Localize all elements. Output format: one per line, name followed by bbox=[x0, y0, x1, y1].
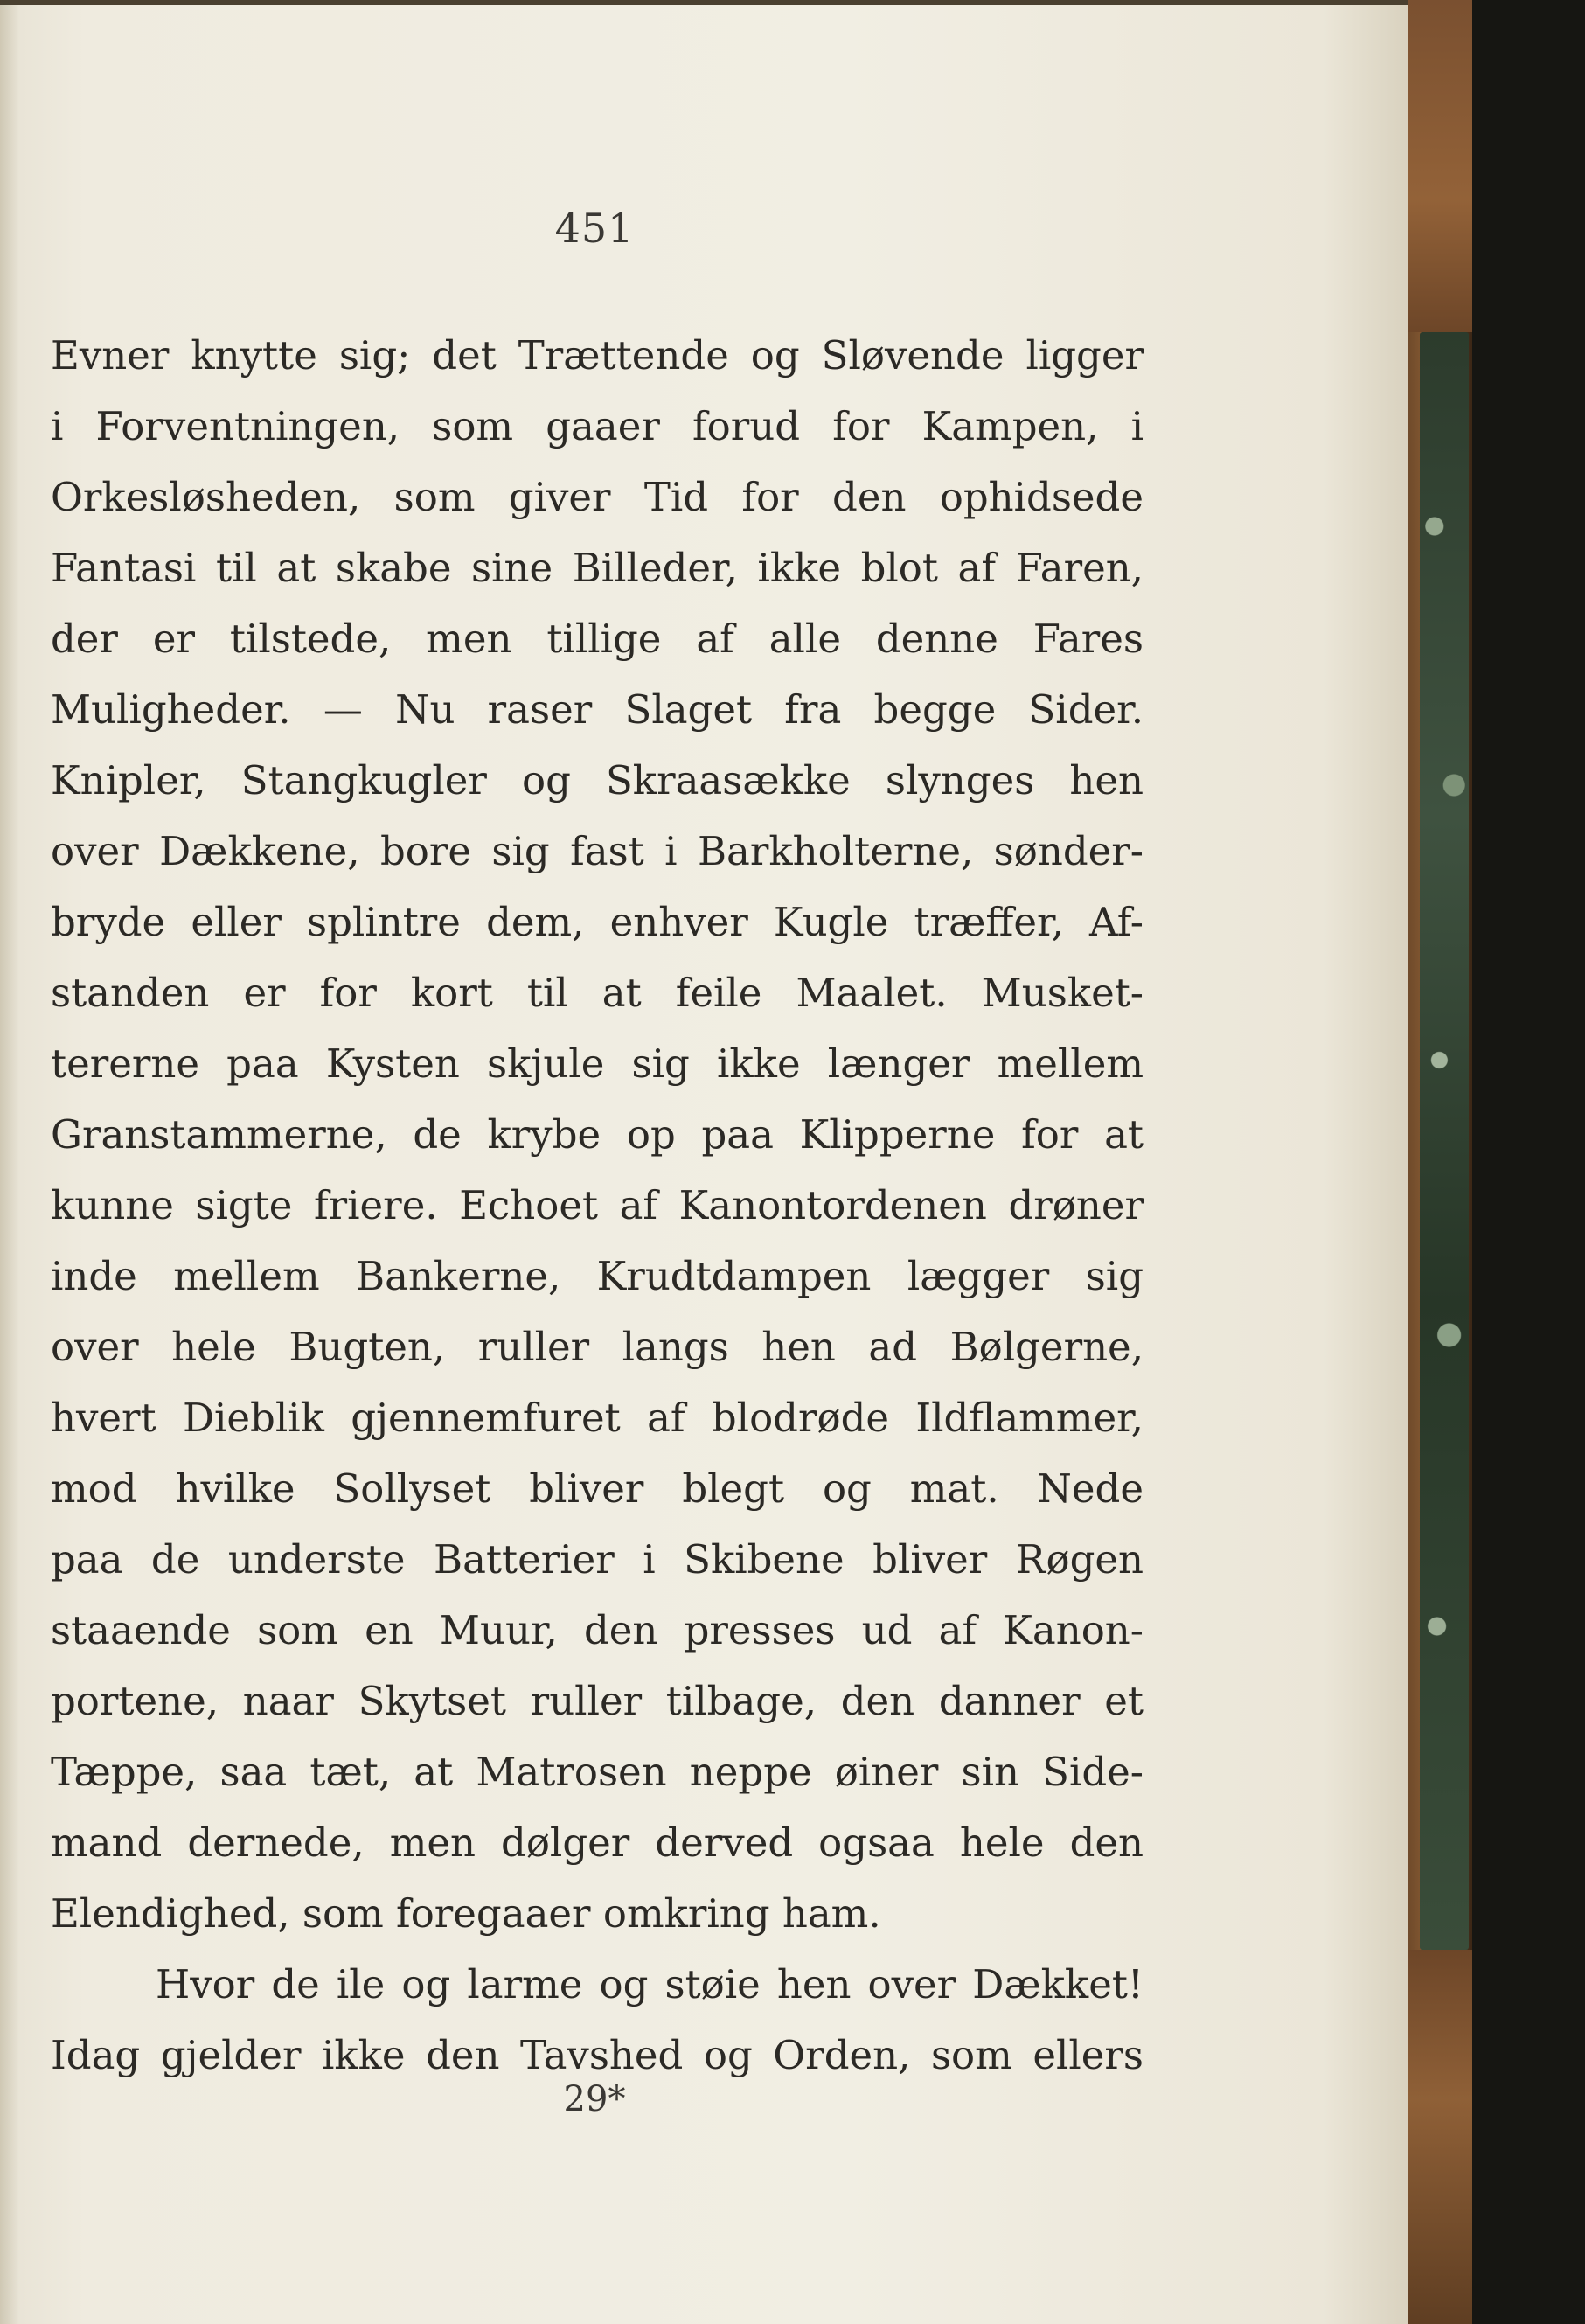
page-gutter-shadow bbox=[0, 5, 19, 2324]
leather-corner-top bbox=[1408, 0, 1472, 332]
text-line: Muligheder. — Nu raser Slaget fra begge Sider. bbox=[51, 686, 1144, 733]
page-number: 451 bbox=[554, 205, 635, 252]
text-line: Hvor de ile og larme og støie hen over Dækket! bbox=[156, 1961, 1144, 2007]
text-line: tererne paa Kysten skjule sig ikke længer mellem bbox=[51, 1040, 1144, 1087]
text-line: i Forventningen, som gaaer forud for Kampen, i bbox=[51, 403, 1144, 449]
text-line: over Dækkene, bore sig fast i Barkholterne, sønder- bbox=[51, 828, 1144, 874]
text-line: Orkesløsheden, som giver Tid for den ophidsede bbox=[51, 474, 1144, 520]
text-line: Granstammerne, de krybe op paa Klipperne for at bbox=[51, 1111, 1144, 1158]
signature-mark: 29* bbox=[563, 2079, 626, 2119]
text-line: staaende som en Muur, den presses ud af Kanon- bbox=[51, 1607, 1144, 1653]
marbled-cover bbox=[1420, 332, 1469, 1950]
text-line: over hele Bugten, ruller langs hen ad Bølgerne, bbox=[51, 1324, 1144, 1370]
text-line: Fantasi til at skabe sine Billeder, ikke blot af Faren, bbox=[51, 545, 1144, 591]
text-line: Tæppe, saa tæt, at Matrosen neppe øiner sin Side- bbox=[51, 1749, 1144, 1795]
text-line: Evner knytte sig; det Trættende og Sløvende ligger bbox=[51, 332, 1144, 379]
text-line: Knipler, Stangkugler og Skraasække slynges hen bbox=[51, 757, 1144, 804]
text-line: bryde eller splintre dem, enhver Kugle træffer, Af- bbox=[51, 899, 1144, 945]
text-line: mand dernede, men dølger derved ogsaa hele den bbox=[51, 1820, 1144, 1866]
text-line: kunne sigte friere. Echoet af Kanontordenen drøner bbox=[51, 1182, 1144, 1228]
text-line: standen er for kort til at feile Maalet. Musket- bbox=[51, 970, 1144, 1016]
body-text bbox=[51, 320, 1144, 2091]
text-line: Elendighed, som foregaaer omkring ham. bbox=[51, 1890, 881, 1937]
text-line: portene, naar Skytset ruller tilbage, den danner et bbox=[51, 1678, 1144, 1724]
text-line: mod hvilke Sollyset bliver blegt og mat. Nede bbox=[51, 1465, 1144, 1512]
leather-corner-bottom bbox=[1408, 1950, 1472, 2324]
text-line: inde mellem Bankerne, Krudtdampen lægger sig bbox=[51, 1253, 1144, 1299]
text-line: paa de underste Batterier i Skibene bliver Røgen bbox=[51, 1536, 1144, 1583]
text-line: Idag gjelder ikke den Tavshed og Orden, som ellers bbox=[51, 2032, 1144, 2078]
book-binding bbox=[1408, 0, 1585, 2324]
text-line: hvert Dieblik gjennemfuret af blodrøde Ildflammer, bbox=[51, 1395, 1144, 1441]
text-line: der er tilstede, men tillige af alle denne Fares bbox=[51, 616, 1144, 662]
